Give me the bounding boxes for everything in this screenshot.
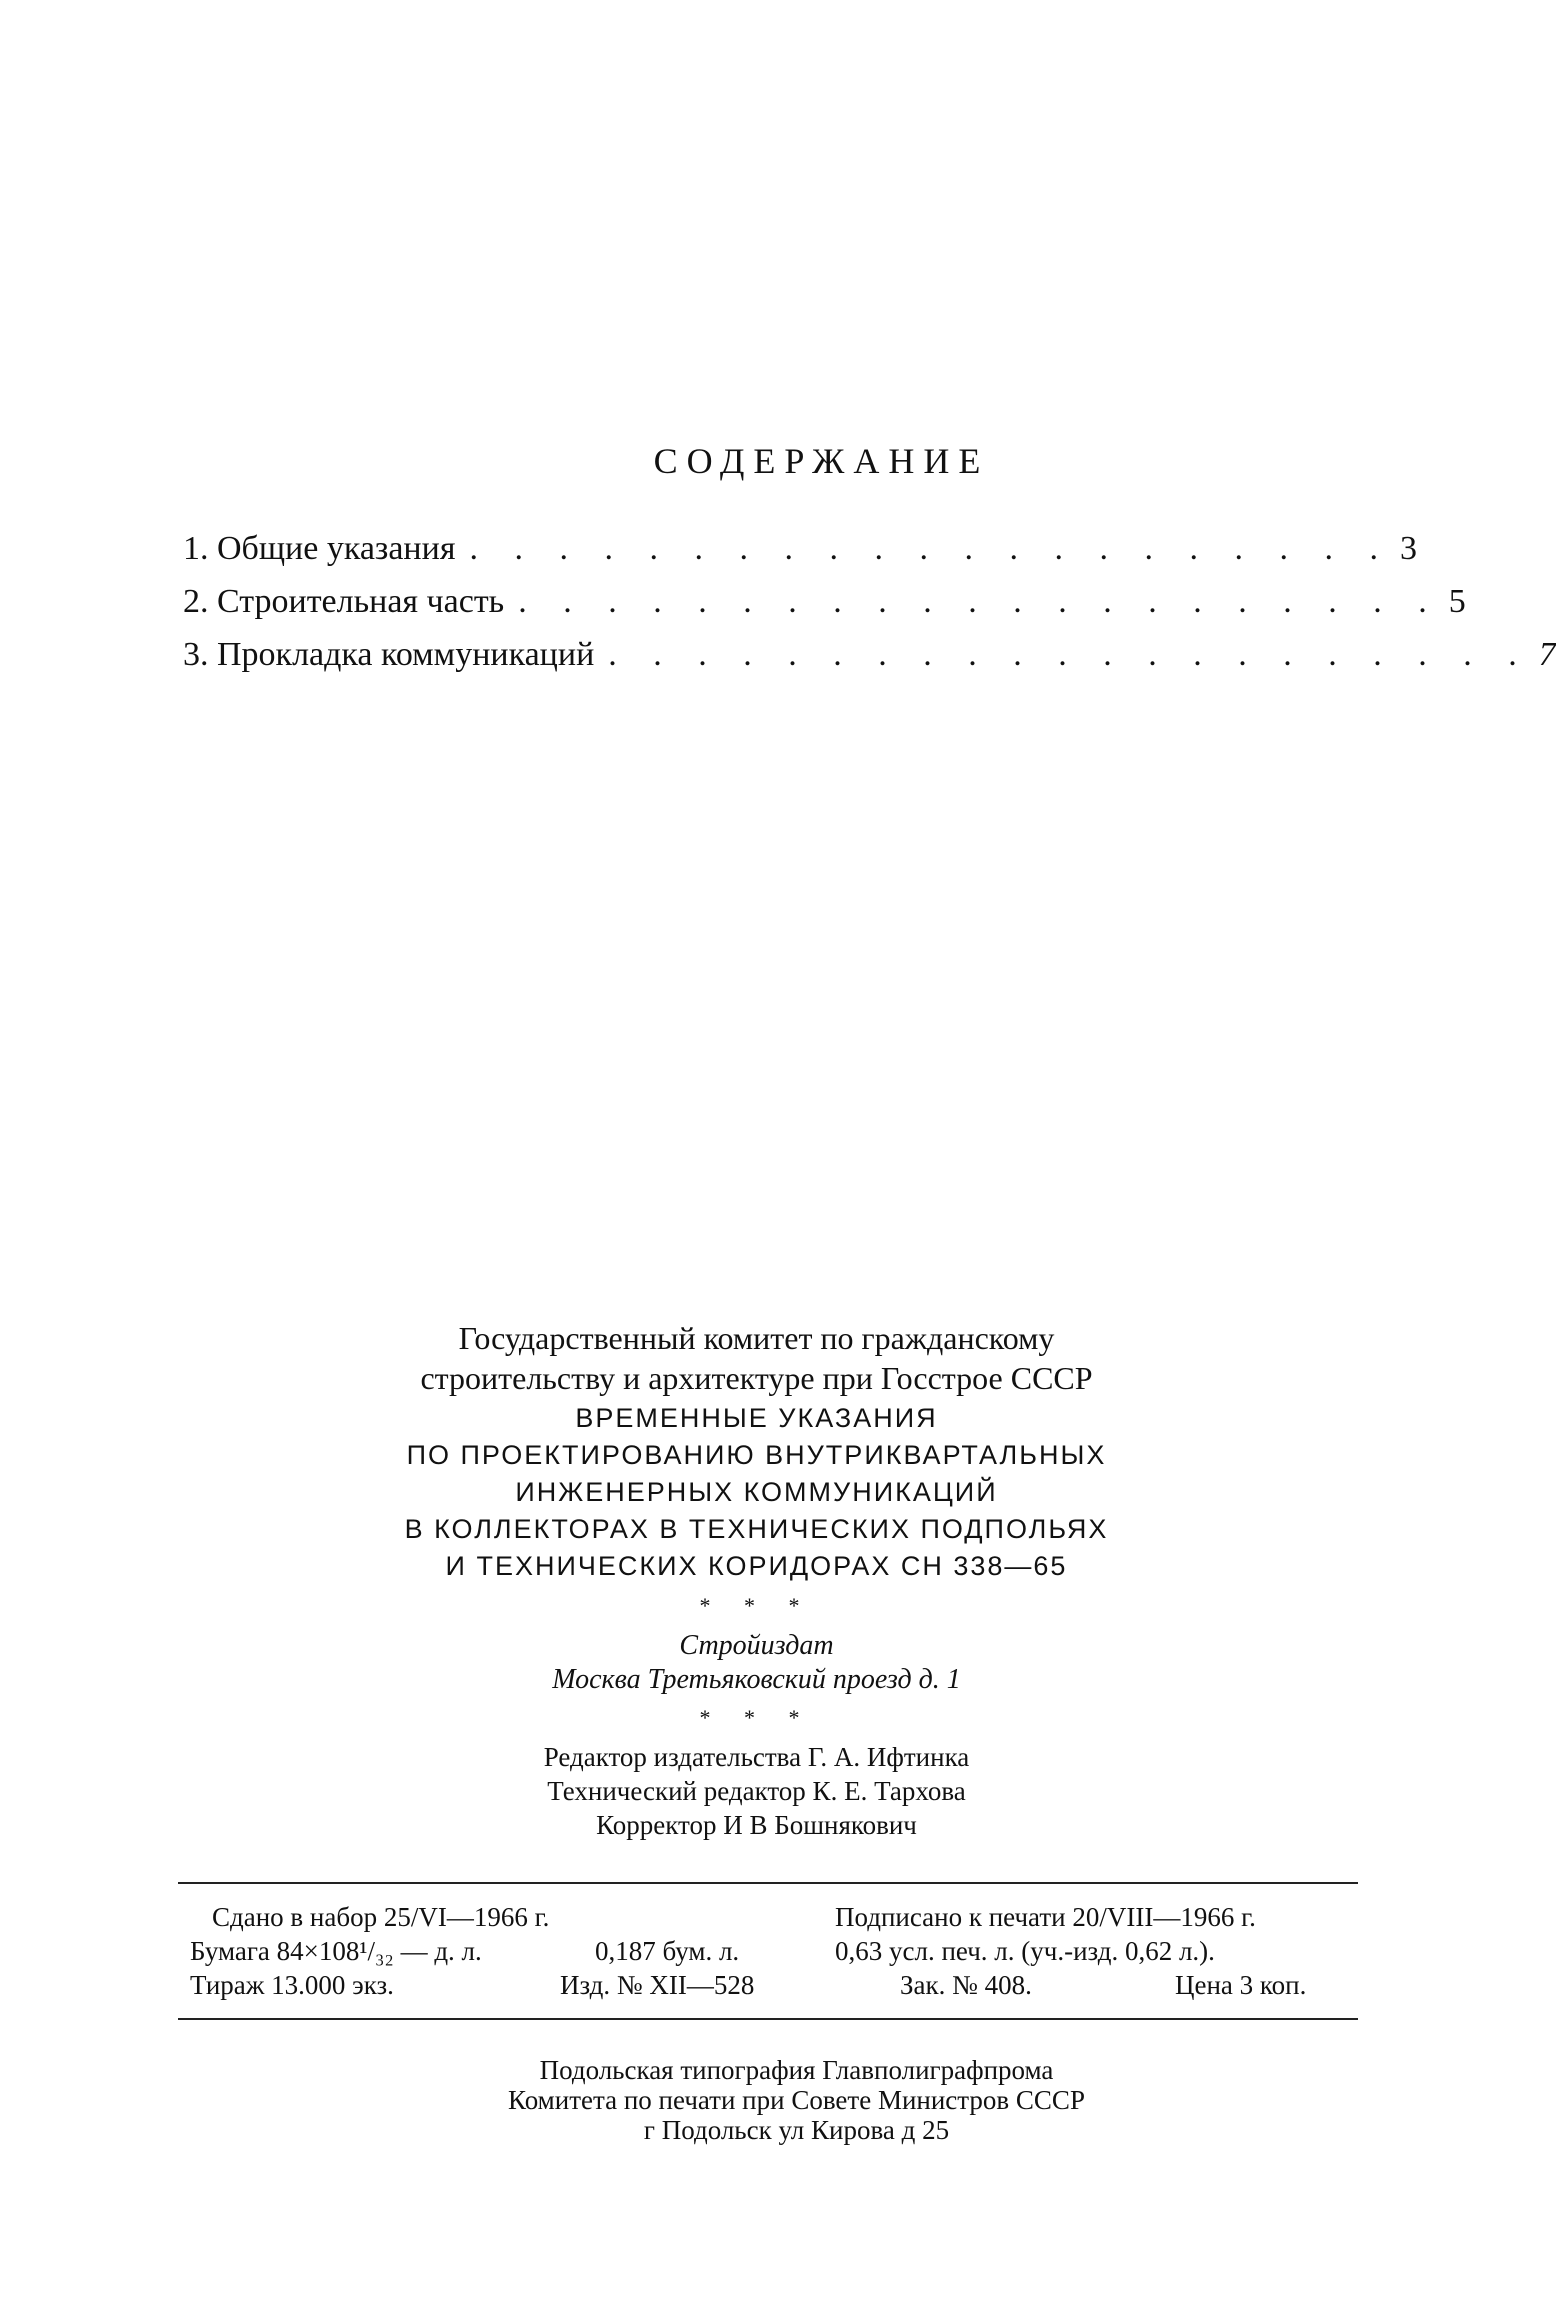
corrector-credit: Корректор И В Бошнякович	[596, 1810, 917, 1840]
imprint-edition: Изд. № XII—528	[560, 1970, 755, 2000]
printer-line: Подольская типография Главполиграфпрома	[539, 2055, 1054, 2085]
separator-stars: * * *	[699, 1705, 814, 1730]
editor-credit: Редактор издательства Г. А. Ифтинка	[543, 1742, 970, 1772]
imprint-signed: Подписано к печати 20/VIII—1966 г.	[835, 1902, 1256, 1932]
separator-stars: * * *	[699, 1593, 814, 1618]
toc-item	[183, 530, 1417, 583]
imprint-row	[190, 1900, 1360, 1934]
imprint-circulation: Тираж 13.000 экз.	[190, 1970, 394, 2000]
printer-info	[0, 2055, 1513, 2145]
document-title-line: ВРЕМЕННЫЕ УКАЗАНИЯ	[575, 1403, 938, 1433]
colophon	[0, 1318, 1513, 1841]
printer-line: г Подольск ул Кирова д 25	[643, 2115, 950, 2145]
imprint-order: Зак. № 408.	[900, 1970, 1032, 2000]
table-of-contents	[183, 530, 1556, 689]
printer-line: Комитета по печати при Совете Министров СССР	[508, 2085, 1085, 2115]
toc-item-label: 2. Строительная часть	[183, 583, 505, 620]
imprint-submitted: Сдано в набор 25/VI—1966 г.	[212, 1902, 550, 1932]
imprint-row	[190, 1934, 1360, 1968]
toc-leader-dots: . . . . . . . . . . . . . . . . . . . . .	[608, 636, 1531, 673]
toc-item-label: 3. Прокладка коммуникаций	[183, 636, 595, 673]
document-title-line: И ТЕХНИЧЕСКИХ КОРИДОРАХ СН 338—65	[445, 1551, 1068, 1581]
imprint-block	[190, 1900, 1360, 2002]
document-title	[0, 1400, 1513, 1585]
toc-item-page: 3	[1399, 530, 1417, 567]
imprint-paper: Бумага 84×108¹/₃₂ — д. л.	[190, 1936, 482, 1966]
organization-line: Государственный комитет по гражданскому	[458, 1320, 1055, 1356]
organization-line: строительству и архитектуре при Госстрое СССР	[420, 1360, 1093, 1396]
publisher-name: Стройиздат	[679, 1630, 834, 1661]
imprint-print-sheets: 0,63 усл. печ. л. (уч.-изд. 0,62 л.).	[835, 1936, 1215, 1966]
toc-leader-dots: . . . . . . . . . . . . . . . . . . . . .	[469, 530, 1392, 567]
toc-item-label: 1. Общие указания	[183, 530, 456, 567]
toc-leader-dots: . . . . . . . . . . . . . . . . . . . . .	[518, 583, 1441, 620]
divider-bottom	[178, 2018, 1358, 2020]
publisher-address: Москва Третьяковский проезд д. 1	[552, 1664, 961, 1695]
imprint-row	[190, 1968, 1360, 2002]
tech-editor-credit: Технический редактор К. Е. Тархова	[547, 1776, 966, 1806]
divider-top	[178, 1882, 1358, 1884]
document-title-line: В КОЛЛЕКТОРАХ В ТЕХНИЧЕСКИХ ПОДПОЛЬЯХ	[404, 1514, 1109, 1544]
document-title-line: ПО ПРОЕКТИРОВАНИЮ ВНУТРИКВАРТАЛЬНЫХ	[406, 1440, 1107, 1470]
toc-title: СОДЕРЖАНИЕ	[653, 441, 990, 481]
toc-item-page: 5	[1448, 583, 1466, 620]
toc-item-page: 7	[1538, 636, 1556, 673]
toc-item	[183, 636, 1556, 689]
toc-item	[183, 583, 1466, 636]
document-title-line: ИНЖЕНЕРНЫХ КОММУНИКАЦИЙ	[515, 1477, 998, 1507]
imprint-price: Цена 3 коп.	[1175, 1970, 1307, 2000]
imprint-sheets: 0,187 бум. л.	[595, 1936, 740, 1966]
